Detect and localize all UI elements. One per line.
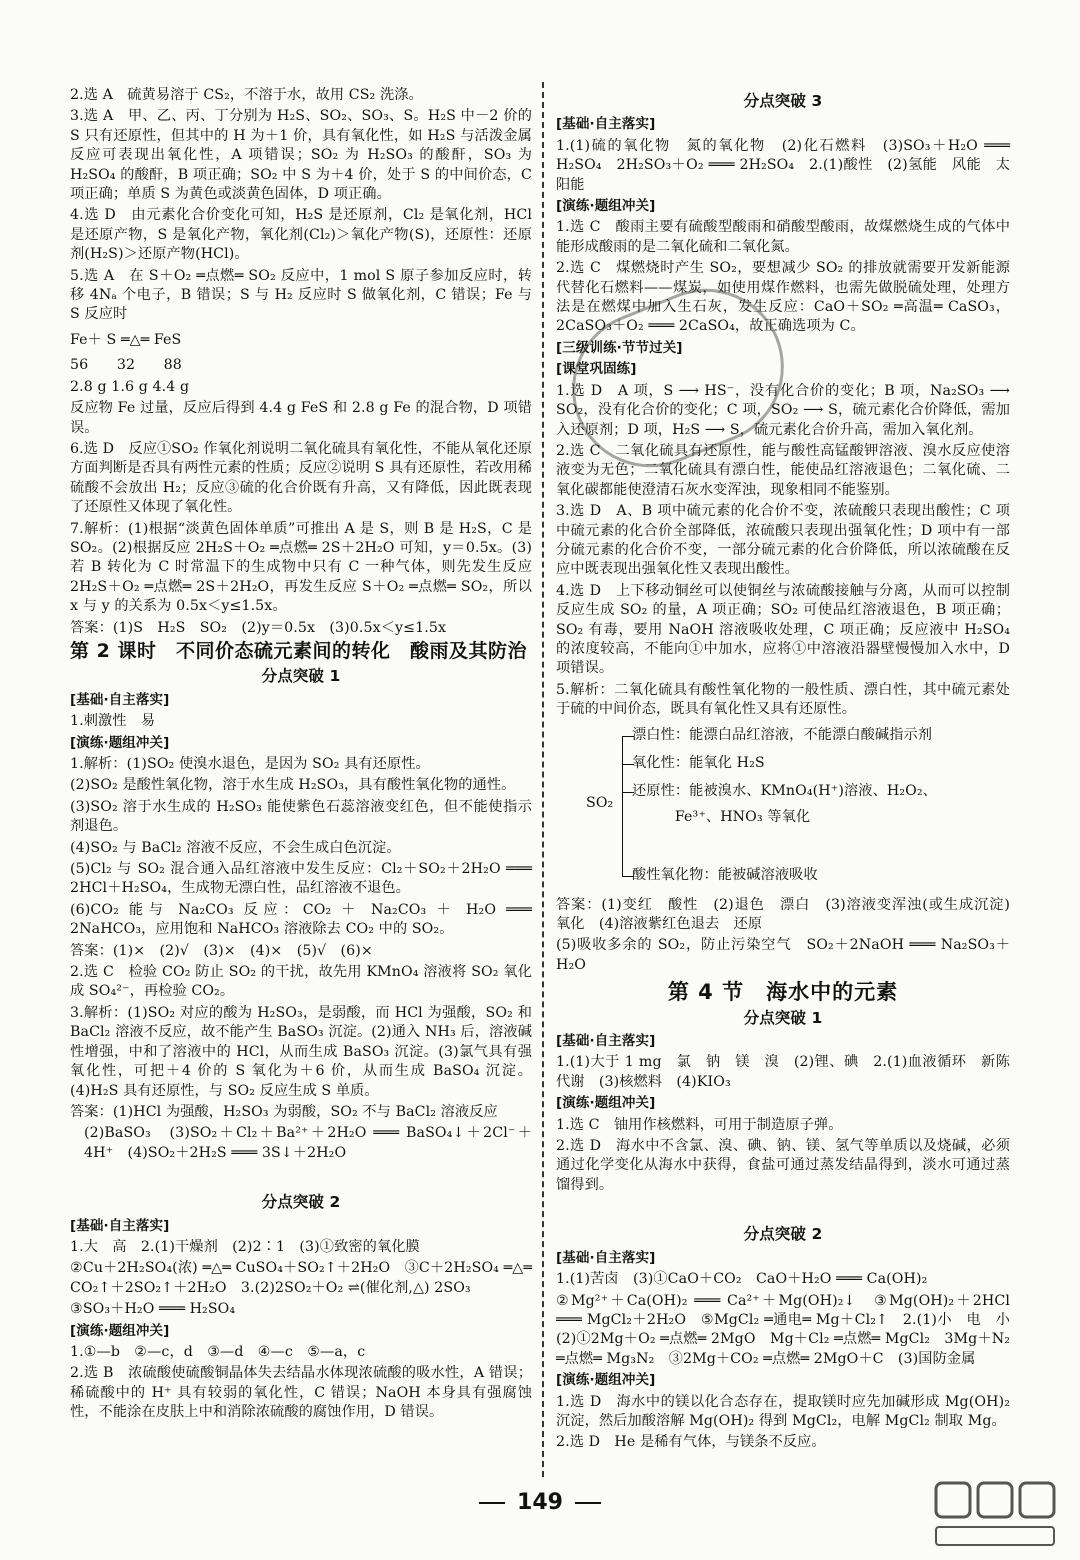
text-block: 6.选 D 反应①SO₂ 作氧化剂说明二氧化硫具有氧化性，不能从氧化还原方面判断是否具有两性元素的性质；反应②说明 S 具有还原性，若改用稀硫酸不会放出 H₂；反应③硫的化合价既有升高，又有降低，因此既表现了还原性又体现了氧化性。	[70, 440, 532, 516]
section-tag: [基础·自主落实]	[556, 116, 656, 133]
section-tag: [基础·自主落实]	[556, 1249, 656, 1266]
text-block: 1.解析：(1)SO₂ 使溴水退色，是因为 SO₂ 具有还原性。	[70, 756, 430, 772]
text-block: (2)SO₂ 是酸性氧化物，溶于水生成 H₂SO₃，具有酸性氧化物的通性。	[70, 777, 516, 794]
section-tag: [演练·题组冲关]	[70, 734, 170, 751]
text-block: 2.选 C 二氧化硫具有还原性，能与酸性高锰酸钾溶液、溴水反应使溶液变为无色；二氧化硫具有漂白性，能使品红溶液退色；二氧化硫、二氧化碳都能使澄清石灰水变浑浊，现象相同不能鉴别。	[556, 442, 1010, 498]
text-block: (2)BaSO₃ (3)SO₂＋Cl₂＋Ba²⁺＋2H₂O ═══ BaSO₄↓＋2Cl⁻＋4H⁺ (4)SO₂＋2H₂S ═══ 3S↓＋2H₂O	[84, 1125, 532, 1161]
text-block	[556, 1197, 1010, 1219]
text-block: (6)CO₂ 能与 Na₂CO₃ 反应：CO₂ ＋ Na₂CO₃ ＋ H₂O ═══ 2NaHCO₃，应用饱和 NaHCO₃ 溶液除去 CO₂ 中的 SO₂。	[70, 901, 532, 938]
text-block: 1.选 D A 项，S ⟶ HS⁻，没有化合价的变化；B 项，Na₂SO₃ ⟶ SO₂，没有化合价的变化；C 项，SO₂ ⟶ S，硫元素化合价降低，需加入还原剂；D 项，H₂S ⟶ S，硫元素化合价升高，需加入氧化剂。	[556, 382, 1010, 438]
diagram-root: SO₂	[586, 794, 614, 811]
text-block: 答案：(1)S H₂S SO₂ (2)y＝0.5x (3)0.5x＜y≤1.5x	[70, 619, 447, 636]
text-block: 1.选 C 酸雨主要有硫酸型酸雨和硝酸型酸雨，故煤燃烧生成的气体中能形成酸雨的是二氧化硫和二氧化氮。	[556, 219, 1010, 255]
text-block: 2.选 A 硫黄易溶于 CS₂，不溶于水，故用 CS₂ 洗涤。	[70, 87, 423, 103]
so2-properties-diagram	[556, 724, 1010, 892]
text-block: 5.解析：二氧化硫具有酸性氧化物的一般性质、漂白性，其中硫元素处于硫的中间价态，既具有氧化性又具有还原性。	[556, 681, 1010, 718]
section-heading: 分点突破 1	[261, 667, 341, 686]
section-tag: [演练·题组冲关]	[556, 1372, 656, 1389]
text-block: 1.选 C 铀用作核燃料，可用于制造原子弹。	[556, 1116, 843, 1133]
text-block: 4.选 D 上下移动铜丝可以使铜丝与浓硫酸接触与分离，从而可以控制反应生成 SO₂ 的量，A 项正确；SO₂ 可使品红溶液退色，B 项正确；SO₂ 有毒，要用 NaOH 溶液吸收处理，C 项正确；反应液中 H₂SO₄ 的浓度较高，不能向①中加水，应将①中溶液沿器壁慢慢加入水中，D 项错误。	[556, 582, 1010, 677]
text-block: ②Mg²⁺＋Ca(OH)₂ ═══ Ca²⁺＋Mg(OH)₂↓ ③Mg(OH)₂＋2HCl ═══ MgCl₂＋2H₂O ⑤MgCl₂ ═通电═ Mg＋Cl₂↑ 2.(1)小 电 小 (2)①2Mg＋O₂ ═点燃═ 2MgO Mg＋Cl₂ ═点燃═ MgCl₂ 3Mg＋N₂ ═点燃═ Mg₃N₂ ③2Mg＋CO₂ ═点燃═ 2MgO＋C (3)国防金属	[556, 1292, 1025, 1367]
column-divider	[542, 82, 544, 1477]
text-block: 1.①—b ②—c，d ③—d ④—c ⑤—a，c	[70, 1343, 366, 1360]
section-heading: 第 4 节 海水中的元素	[667, 980, 899, 1005]
text-block: 反应物 Fe 过量，反应后得到 4.4 g FeS 和 2.8 g Fe 的混合物，D 项错误。	[70, 400, 532, 436]
watermark-logo-icon	[930, 1475, 1070, 1555]
section-tag: [演练·题组冲关]	[556, 1095, 656, 1112]
text-block: 答案：(1)× (2)√ (3)× (4)× (5)√ (6)×	[70, 942, 373, 959]
text-block: 答案：(1)HCl 为强酸，H₂SO₃ 为弱酸，SO₂ 不与 BaCl₂ 溶液反应	[70, 1103, 498, 1120]
text-block: 答案：(1)变红 酸性 (2)退色 漂白 (3)溶液变浑浊(或生成沉淀) 氧化 (4)溶液紫红色退去 还原	[556, 896, 1025, 932]
section-tag: [演练·题组冲关]	[70, 1322, 170, 1339]
text-block: 1.(1)大于 1 mg 氯 钠 镁 溴 (2)锂、碘 2.(1)血液循环 新陈代谢 (3)核燃料 (4)KIO₃	[556, 1054, 1010, 1090]
right-column	[556, 86, 1025, 1455]
text-block: 2.选 C 煤燃烧时产生 SO₂，要想减少 SO₂ 的排放就需要开发新能源代替化石燃料——煤炭，如使用煤作燃料，也需先做脱硫处理，处理方法是在燃煤中加入生石灰，发生反应：CaO＋SO₂ ═高温═ CaSO₃，2CaSO₃＋O₂ ═══ 2CaSO₄，故正确选项为 C。	[556, 260, 1010, 335]
diagram-branch-oxidizing: 氧化性：能氧化 H₂S	[632, 754, 765, 771]
text-block: ②Cu＋2H₂SO₄(浓) ═△═ CuSO₄＋SO₂↑＋2H₂O ③C＋2H₂SO₄ ═△═ CO₂↑＋2SO₂↑＋2H₂O 3.(2)2SO₂＋O₂ ⇌(催化剂,△) 2SO₃	[70, 1260, 532, 1296]
section-tag: [演练·题组冲关]	[556, 198, 656, 215]
diagram-branch-reducing: 还原性：能被溴水、KMnO₄(H⁺)溶液、H₂O₂、	[632, 782, 937, 799]
diagram-branch-reducing-cont: Fe³⁺、HNO₃ 等氧化	[632, 808, 811, 825]
section-tag: [基础·自主落实]	[70, 691, 170, 708]
left-column	[70, 86, 532, 1425]
text-block: 3.解析：(1)SO₂ 对应的酸为 H₂SO₃，是弱酸，而 HCl 为强酸，SO₂ 和 BaCl₂ 溶液不反应，故不能产生 BaSO₃ 沉淀。(2)通入 NH₃ 后，溶液碱性增强，中和了溶液中的 HCl，从而生成 BaSO₃ 沉淀。(3)氯气具有强氧化性，可把＋4 价的 S 氧化为＋6 价，从而生成 BaSO₄ 沉淀。(4)H₂S 具有还原性，与 SO₂ 反应生成 S 单质。	[70, 1004, 532, 1099]
text-block: 4.选 D 由元素化合价变化可知，H₂S 是还原剂，Cl₂ 是氧化剂，HCl 是还原产物，S 是氧化产物，氧化剂(Cl₂)＞氧化产物(S)，还原性：还原剂(H₂S)＞还原产物(HCl)。	[70, 207, 532, 263]
text-block: 2.选 D 海水中不含氯、溴、碘、钠、镁、氢气等单质以及烧碱，必须通过化学变化从海水中获得，食盐可通过蒸发结晶得到，淡水可通过蒸馏得到。	[556, 1138, 1010, 1193]
text-block: 56 32 88	[70, 357, 182, 374]
right-column-bottom	[556, 896, 1025, 1453]
section-tag: [课堂巩固练]	[556, 361, 637, 378]
section-heading: 第 2 课时 不同价态硫元素间的转化 酸雨及其防治	[70, 639, 527, 662]
section-heading: 分点突破 3	[743, 92, 823, 110]
diagram-branch-acidic: 酸性氧化物：能被碱溶液吸收	[632, 866, 818, 883]
text-block: 7.解析：(1)根据“淡黄色固体单质”可推出 A 是 S，则 B 是 H₂S，C 是 SO₂。(2)根据反应 2H₂S＋O₂ ═点燃═ 2S＋2H₂O 可知，y＝0.5x。(3)若 B 转化为 C 时常温下的生成物中只有 C 一种气体，则先发生反应 2H₂S＋O₂ ═点燃═ 2S＋2H₂O，再发生反应 S＋O₂ ═点燃═ SO₂，所以 x 与 y 的关系为 0.5x＜y≤1.5x。	[70, 520, 532, 615]
text-block: 3.选 D A、B 项中硫元素的化合价不变，浓硫酸只表现出酸性；C 项中硫元素的化合价全部降低，浓硫酸只表现出强氧化性；D 项中有一部分硫元素的化合价不变，一部分硫元素的化合价降低，所以浓硫酸在反应中既表现出强氧化性又表现出酸性。	[556, 503, 1010, 578]
text-block: 2.选 C 检验 CO₂ 防止 SO₂ 的干扰，故先用 KMnO₄ 溶液将 SO₂ 氧化成 SO₄²⁻，再检验 CO₂。	[70, 964, 532, 1000]
text-block: (5)Cl₂ 与 SO₂ 混合通入品红溶液中发生反应：Cl₂＋SO₂＋2H₂O ═══ 2HCl＋H₂SO₄，生成物无漂白性，品红溶液不退色。	[70, 861, 532, 897]
section-tag: [三级训练·节节过关]	[556, 339, 683, 356]
text-block: (4)SO₂ 与 BaCl₂ 溶液不反应，不会生成白色沉淀。	[70, 839, 401, 856]
text-block: (5)吸收多余的 SO₂，防止污染空气 SO₂＋2NaOH ═══ Na₂SO₃＋H₂O	[556, 937, 1010, 973]
text-block: 2.8 g 1.6 g 4.4 g	[70, 378, 190, 395]
text-block	[70, 1165, 532, 1187]
section-tag: [基础·自主落实]	[556, 1033, 656, 1050]
text-block: 1.选 D 海水中的镁以化合态存在，提取镁时应先加碱形成 Mg(OH)₂ 沉淀，然后加酸溶解 Mg(OH)₂ 得到 MgCl₂，电解 MgCl₂ 制取 Mg。	[556, 1393, 1010, 1429]
text-block: 2.选 D He 是稀有气体，与镁条不反应。	[556, 1434, 826, 1451]
diagram-branch-bleach: 漂白性：能漂白品红溶液，不能漂白酸碱指示剂	[632, 726, 933, 743]
text-block: 3.选 A 甲、乙、丙、丁分别为 H₂S、SO₂、SO₃、S。H₂S 中－2 价的 S 只有还原性，但其中的 H 为＋1 价，具有氧化性，如 H₂S 与活泼金属反应可表现出氧化性，A 项错误；SO₂ 为 H₂SO₃ 的酸酐，SO₃ 为 H₂SO₄ 的酸酐，B 项正确；SO₂ 中 S 为＋4 价，处于 S 的中间价态，C 项正确；单质 S 为黄色或淡黄色固体，D 项正确。	[70, 108, 532, 203]
text-block: 1.(1)硫的氧化物 氮的氧化物 (2)化石燃料 (3)SO₃＋H₂O ═══ H₂SO₄ 2H₂SO₃＋O₂ ═══ 2H₂SO₄ 2.(1)酸性 (2)氢能 风能 太阳能	[556, 137, 1010, 193]
text-block: 1.大 高 2.(1)干燥剂 (2)2∶1 (3)①致密的氧化膜	[70, 1238, 420, 1255]
page-number: 149	[0, 1490, 1080, 1515]
section-heading: 分点突破 1	[743, 1008, 823, 1027]
section-heading: 分点突破 2	[261, 1193, 341, 1212]
text-block: (3)SO₂ 溶于水生成的 H₂SO₃ 能使紫色石蕊溶液变红色，但不能使指示剂退色。	[70, 798, 532, 835]
text-block: 5.选 A 在 S＋O₂ ═点燃═ SO₂ 反应中，1 mol S 原子参加反应时，转移 4Nₐ 个电子，B 错误；S 与 H₂ 反应时 S 做氧化剂，C 错误；Fe 与 S 反应时	[70, 267, 532, 323]
text-block: 1.刺激性 易	[70, 713, 156, 730]
text-block: ③SO₃＋H₂O ═══ H₂SO₄	[70, 1301, 236, 1318]
text-block: 1.(1)苦卤 (3)①CaO＋CO₂ CaO＋H₂O ═══ Ca(OH)₂	[556, 1271, 928, 1288]
section-heading: 分点突破 2	[743, 1225, 823, 1244]
text-block: Fe＋ S ═△═ FeS	[70, 331, 182, 348]
section-tag: [基础·自主落实]	[70, 1217, 170, 1234]
text-block: 2.选 B 浓硫酸使硫酸铜晶体失去结晶水体现浓硫酸的吸水性，A 错误；稀硫酸中的 H⁺ 具有较弱的氧化性，C 错误；NaOH 本身具有强腐蚀性，不能涂在皮肤上中和消除浓硫酸的腐蚀作用，D 错误。	[70, 1365, 532, 1421]
